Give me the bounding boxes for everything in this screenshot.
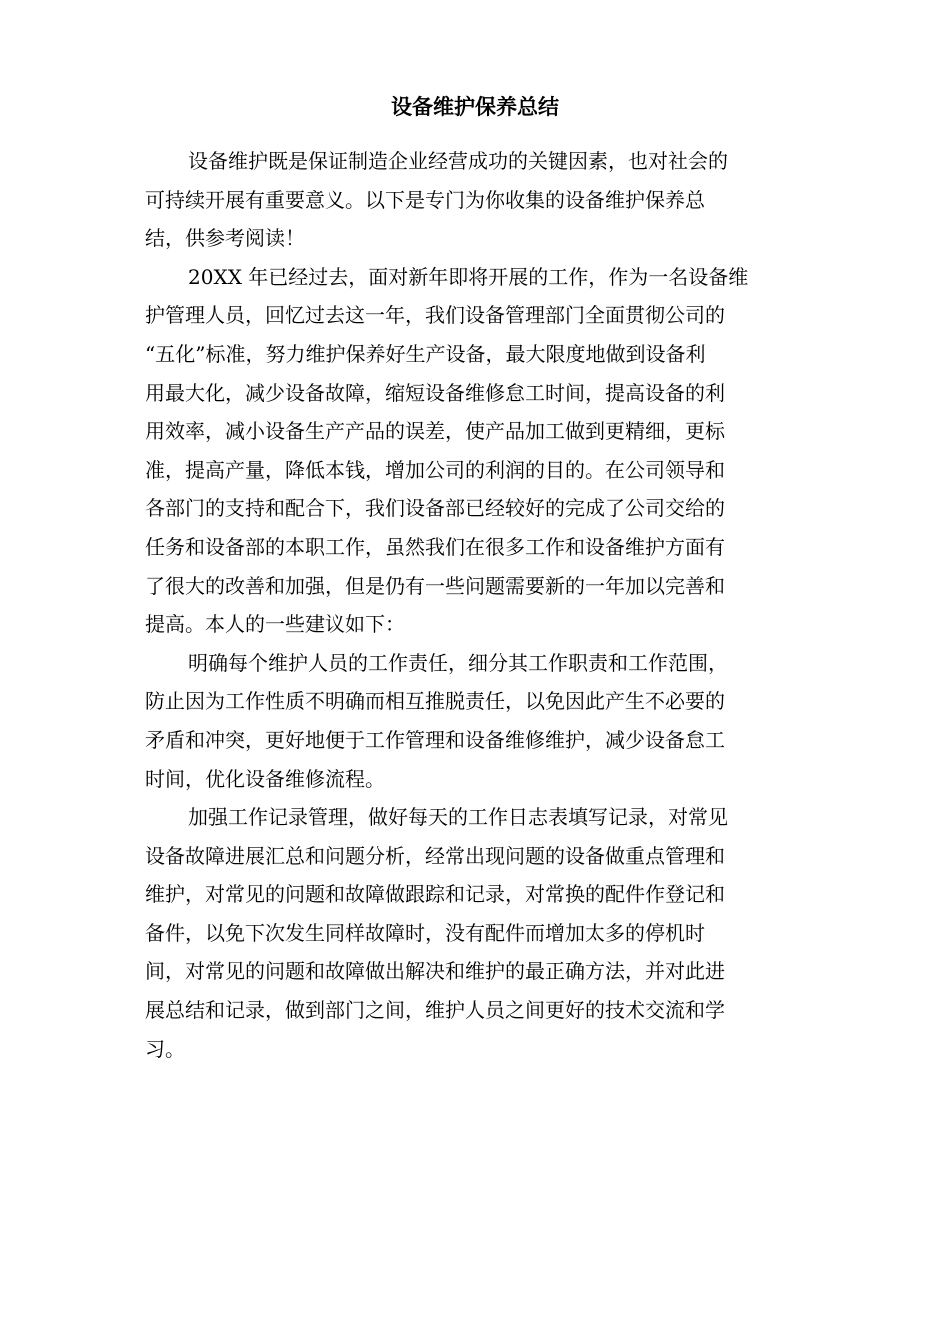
document-body [145, 142, 805, 1068]
text-line: 加强工作记录管理，做好每天的工作日志表填写记录，对常见 [188, 805, 728, 830]
text-line: 矛盾和冲突，更好地便于工作管理和设备维修维护，减少设备怠工 [145, 727, 725, 752]
text-line: 用最大化，减少设备故障，缩短设备维修怠工时间，提高设备的利 [145, 380, 725, 405]
text-line: 用效率，减小设备生产产品的误差，使产品加工做到更精细，更标 [145, 419, 725, 444]
text-line: 维护，对常见的问题和故障做跟踪和记录，对常换的配件作登记和 [145, 882, 725, 907]
text-line: “五化”标准，努力维护保养好生产设备，最大限度地做到设备利 [145, 341, 706, 366]
text-line: 结，供参考阅读！ [145, 226, 305, 251]
text-line: 可持续开展有重要意义。以下是专门为你收集的设备维护保养总 [145, 187, 705, 212]
text-line: 展总结和记录，做到部门之间，维护人员之间更好的技术交流和学 [145, 998, 725, 1023]
text-line: 各部门的支持和配合下，我们设备部已经较好的完成了公司交给的 [145, 496, 725, 521]
text-line: 设备故障进展汇总和问题分析，经常出现问题的设备做重点管理和 [145, 843, 725, 868]
text-line: 间，对常见的问题和故障做出解决和维护的最正确方法，并对此进 [145, 959, 725, 984]
paragraph-review [145, 258, 805, 644]
text-line: 防止因为工作性质不明确而相互推脱责任，以免因此产生不必要的 [145, 689, 725, 714]
paragraph-records [145, 798, 805, 1068]
text-line: 任务和设备部的本职工作，虽然我们在很多工作和设备维护方面有 [145, 534, 725, 559]
text-line: 准，提高产量，降低本钱，增加公司的利润的目的。在公司领导和 [145, 457, 725, 482]
text-line: 提高。本人的一些建议如下： [145, 612, 405, 637]
text-line: 备件，以免下次发生同样故障时，没有配件而增加太多的停机时 [145, 920, 705, 945]
text-line: 设备维护既是保证制造企业经营成功的关键因素，也对社会的 [188, 149, 728, 173]
document-title: 设备维护保养总结 [391, 95, 559, 119]
text-line: 习。 [145, 1036, 185, 1061]
text-line: 明确每个维护人员的工作责任，细分其工作职责和工作范围， [188, 650, 728, 675]
text-line: 时间，优化设备维修流程。 [145, 766, 385, 791]
paragraph-intro [145, 142, 805, 258]
text-line: 了很大的改善和加强，但是仍有一些问题需要新的一年加以完善和 [145, 573, 725, 598]
text-line: 护管理人员，回忆过去这一年，我们设备管理部门全面贯彻公司的 [145, 303, 725, 328]
text-line: 20XX 年已经过去，面对新年即将开展的工作，作为一名设备维 [188, 264, 749, 289]
paragraph-responsibility [145, 644, 805, 798]
